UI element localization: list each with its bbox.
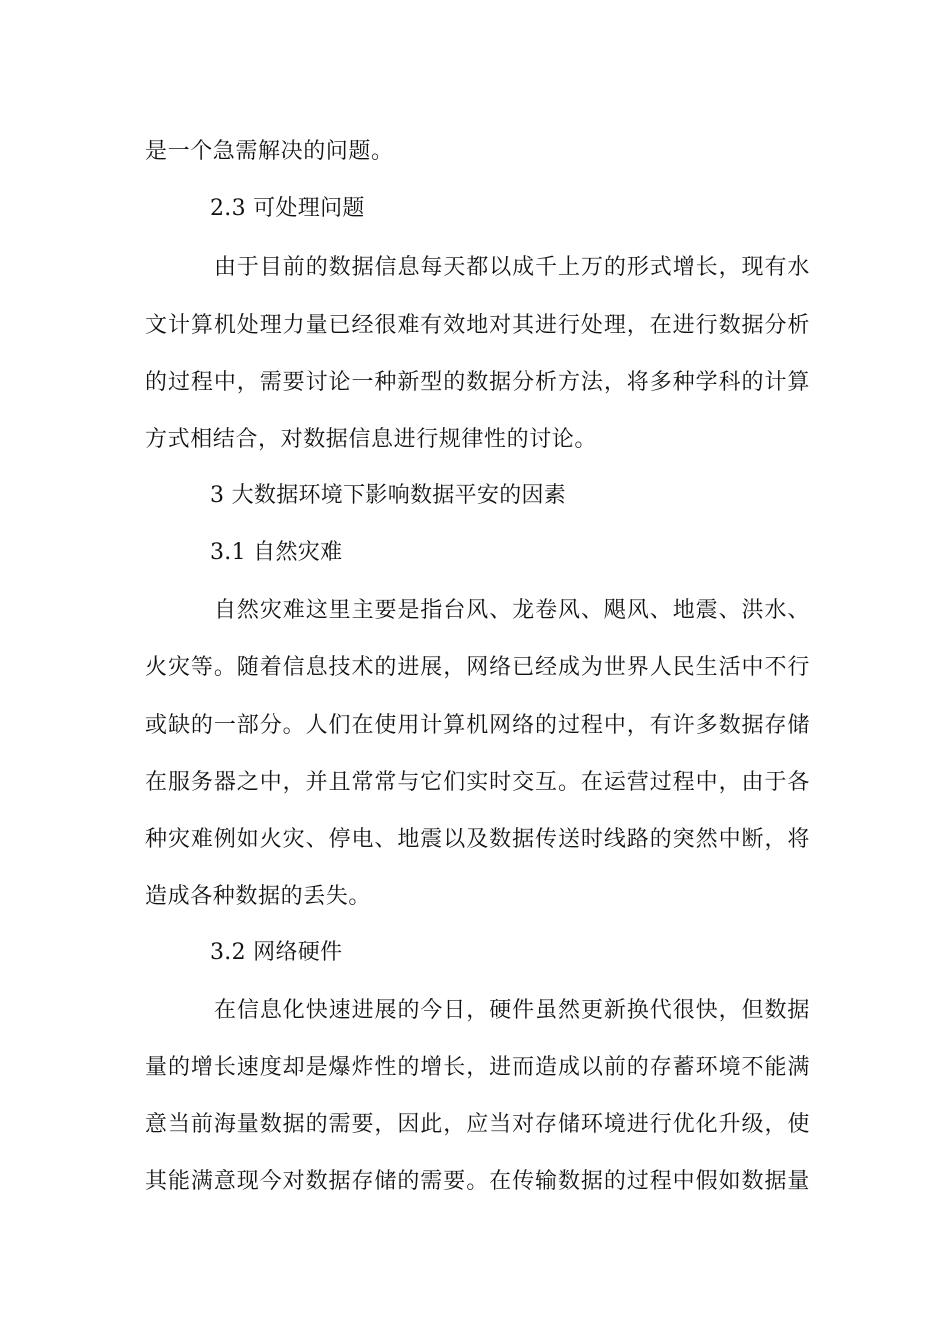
paragraph-line: 其能满意现今对数据存储的需要。在传输数据的过程中假如数据量 xyxy=(145,1169,810,1194)
section-heading-3: 3 大数据环境下影响数据平安的因素 xyxy=(210,483,567,508)
section-heading-3-1: 3.1 自然灾难 xyxy=(210,540,343,565)
paragraph-line: 意当前海量数据的需要，因此，应当对存储环境进行优化升级，使 xyxy=(145,1112,810,1137)
paragraph-line: 在服务器之中，并且常常与它们实时交互。在运营过程中，由于各 xyxy=(145,770,810,795)
paragraph-line: 火灾等。随着信息技术的进展，网络已经成为世界人民生活中不行 xyxy=(145,655,810,680)
paragraph-line: 由于目前的数据信息每天都以成千上万的形式增长，现有水 xyxy=(214,255,810,280)
paragraph-line: 造成各种数据的丢失。 xyxy=(145,884,372,909)
paragraph-line: 的过程中，需要讨论一种新型的数据分析方法，将多种学科的计算 xyxy=(145,370,810,395)
paragraph-line: 量的增长速度却是爆炸性的增长，进而造成以前的存蓄环境不能满 xyxy=(145,1055,810,1080)
paragraph-line: 或缺的一部分。人们在使用计算机网络的过程中，有许多数据存储 xyxy=(145,713,810,738)
paragraph-line: 在信息化快速进展的今日，硬件虽然更新换代很快，但数据 xyxy=(214,998,810,1023)
section-heading-2-3: 2.3 可处理问题 xyxy=(210,196,365,221)
paragraph-end-line: 是一个急需解决的问题。 xyxy=(145,139,394,164)
paragraph-line: 方式相结合，对数据信息进行规律性的讨论。 xyxy=(145,427,598,452)
section-heading-3-2: 3.2 网络硬件 xyxy=(210,940,343,965)
paragraph-line: 种灾难例如火灾、停电、地震以及数据传送时线路的突然中断，将 xyxy=(145,827,810,852)
paragraph-line: 文计算机处理力量已经很难有效地对其进行处理，在进行数据分析 xyxy=(145,313,810,338)
paragraph-line: 自然灾难这里主要是指台风、龙卷风、飓风、地震、洪水、 xyxy=(214,598,810,623)
